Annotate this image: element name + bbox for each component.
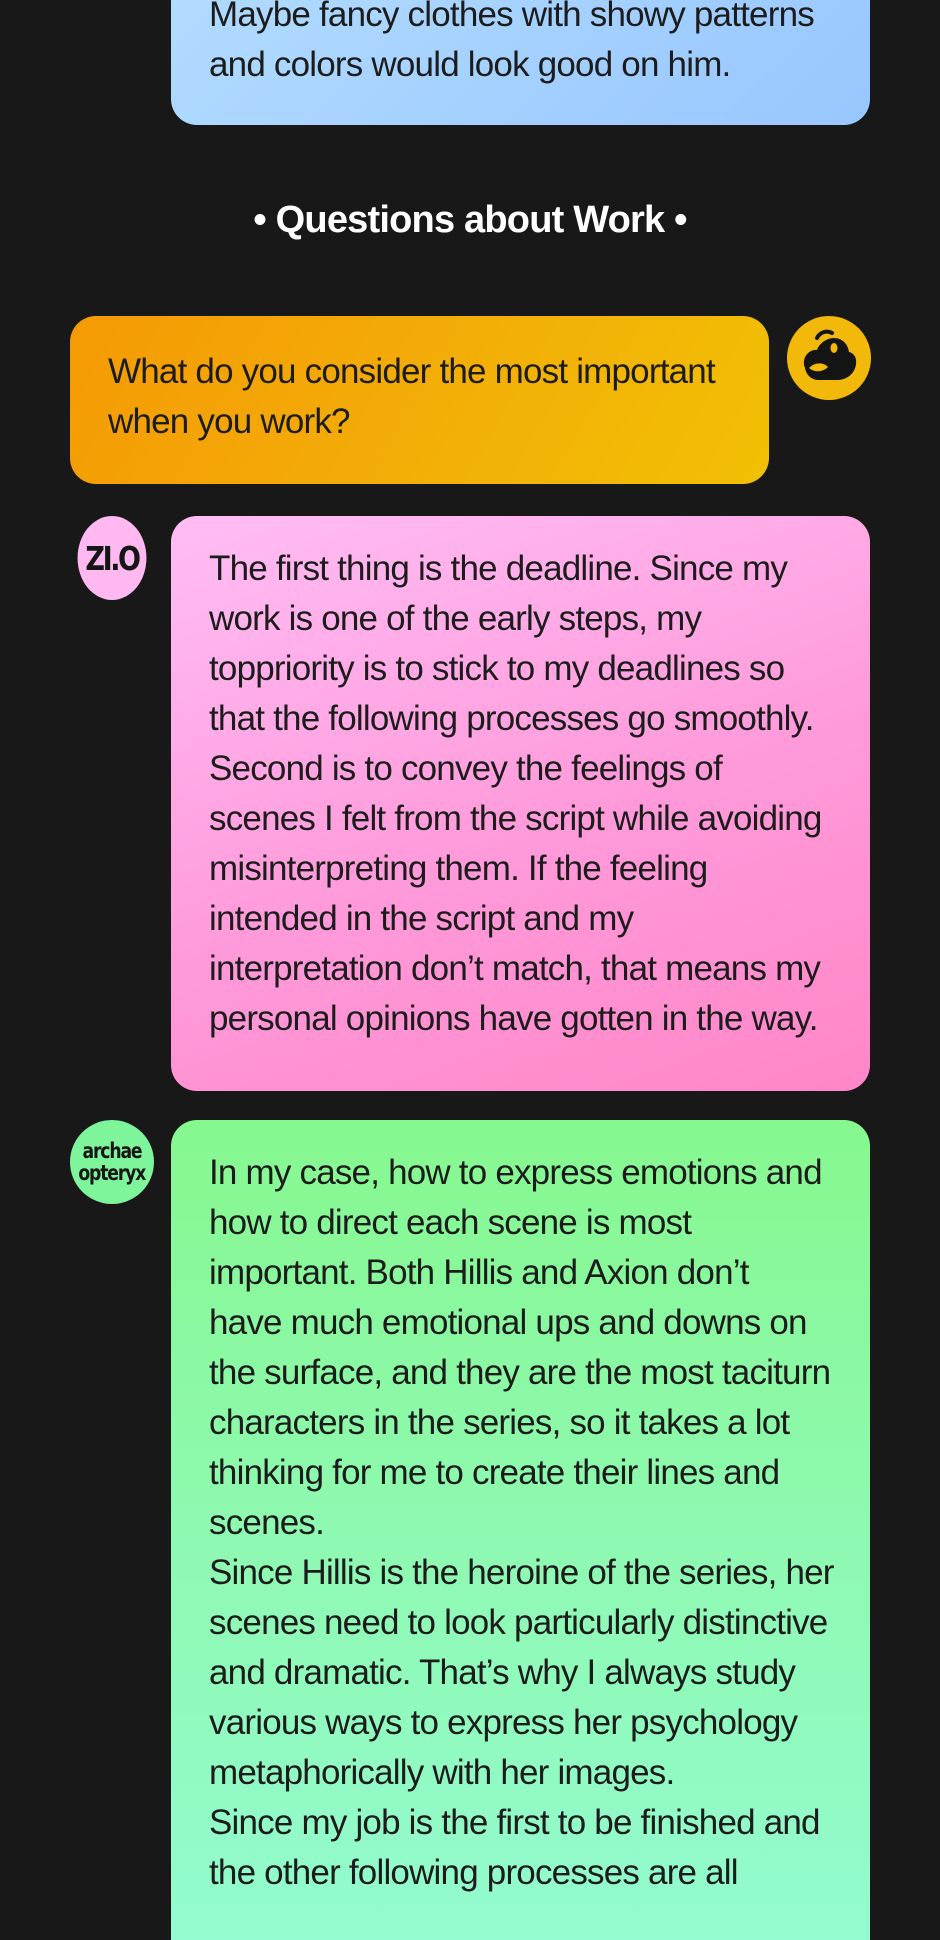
avatar-label-line2: opteryx (78, 1161, 146, 1185)
interviewer-avatar (787, 316, 871, 400)
section-heading: • Questions about Work • (253, 199, 687, 241)
ziio-avatar: ZI.O (78, 516, 147, 600)
cartoon-duck-head-icon (787, 316, 871, 400)
question-bubble: What do you consider the most important when you work? (70, 316, 769, 484)
avatar-label-line1: archae (82, 1139, 142, 1163)
archaeopteryx-avatar (70, 1120, 154, 1204)
answer-bubble-green: In my case, how to express emotions and how to direct each scene is most important. Both Hillis and Axion don’t have much emotional ups and downs on the surface, and they are the most taciturn characters in the series, so it takes a lot thinking for me to create their lines and scenes. Since Hillis is the heroine of the series, her scenes need to look particularly distinctive and dramatic. That’s why I always study various ways to express her psychology metaphorically with her images. Since my job is the first to be finished and the other following processes are all (171, 1120, 870, 1940)
answer-bubble-blue: Maybe fancy clothes with showy patterns and colors would look good on him. (171, 0, 870, 125)
answer-bubble-pink: The first thing is the deadline. Since my work is one of the early steps, my toppriority is to stick to my deadlines so that the following processes go smoothly. Second is to convey the feelings of scenes I felt from the script while avoiding misinterpreting them. If the feeling intended in the script and my interpretation don’t match, that means my personal opinions have gotten in the way. (171, 516, 870, 1091)
